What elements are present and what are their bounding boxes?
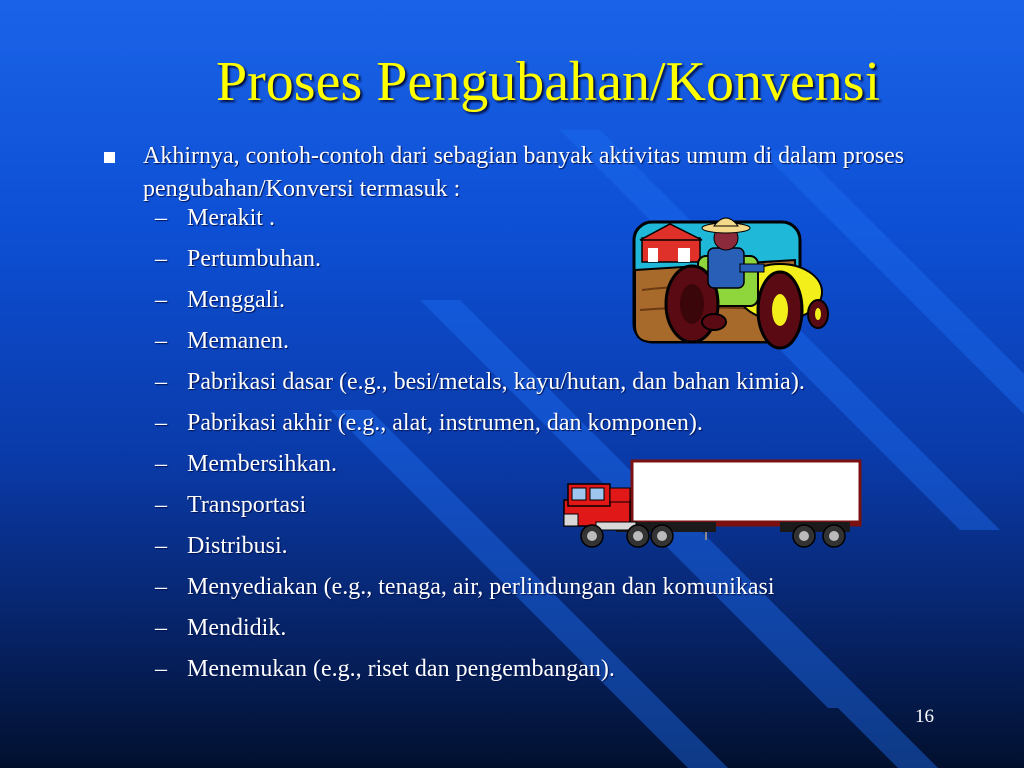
list-item-text: Menggali. [187, 287, 285, 313]
dash-marker: – [155, 246, 167, 272]
dash-marker: – [155, 410, 167, 436]
list-item [155, 407, 805, 448]
list-item [155, 366, 805, 407]
list-item-text: Mendidik. [187, 615, 287, 641]
list-item-text: Menyediakan (e.g., tenaga, air, perlindungan dan komunikasi [187, 574, 775, 600]
truck-illustration [560, 458, 865, 554]
dash-marker: – [155, 328, 167, 354]
list-item-text: Transportasi [187, 492, 307, 518]
dash-marker: – [155, 492, 167, 518]
slide-title: Proses Pengubahan/Konvensi [216, 51, 881, 113]
list-item-text: Pertumbuhan. [187, 246, 321, 272]
dash-marker: – [155, 451, 167, 477]
list-item-text: Distribusi. [187, 533, 288, 559]
main-bullet [104, 140, 984, 206]
page-number: 16 [915, 706, 934, 727]
dash-marker: – [155, 287, 167, 313]
dash-marker: – [155, 656, 167, 682]
tractor-illustration [630, 210, 835, 355]
list-item-text: Pabrikasi akhir (e.g., alat, instrumen, dan komponen). [187, 410, 703, 436]
dash-marker: – [155, 574, 167, 600]
dash-marker: – [155, 615, 167, 641]
list-item-text: Membersihkan. [187, 451, 337, 477]
dash-marker: – [155, 533, 167, 559]
list-item [155, 571, 805, 612]
dash-marker: – [155, 369, 167, 395]
dash-marker: – [155, 205, 167, 231]
list-item-text: Menemukan (e.g., riset dan pengembangan). [187, 656, 615, 682]
list-item-text: Pabrikasi dasar (e.g., besi/metals, kayu/hutan, dan bahan kimia). [187, 369, 805, 395]
main-bullet-text: Akhirnya, contoh-contoh dari sebagian banyak aktivitas umum di dalam proses pengubahan/Konversi termasuk : [143, 143, 905, 202]
square-bullet-icon [104, 152, 115, 163]
list-item [155, 653, 805, 694]
list-item [155, 612, 805, 653]
list-item-text: Memanen. [187, 328, 289, 354]
list-item-text: Merakit . [187, 205, 275, 231]
